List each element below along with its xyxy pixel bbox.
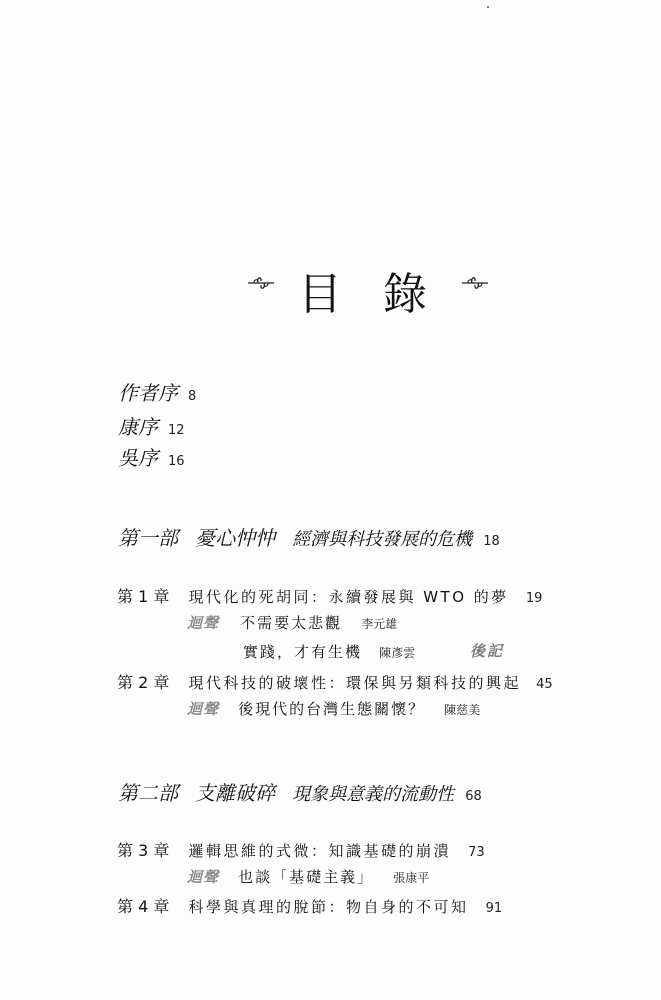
part-subtitle: 現象與意義的流動性	[292, 784, 455, 805]
chapter-entry	[117, 838, 485, 861]
chapter-entry	[117, 670, 553, 693]
part-heading	[118, 777, 482, 806]
response-title: 不需要太悲觀	[240, 614, 343, 632]
right-ornament-icon	[460, 272, 490, 294]
chapter-title: 現代化的死胡同：永續發展與 WTO 的夢	[188, 588, 509, 606]
echo-label: 迴聲	[187, 700, 220, 718]
preface-label: 作者序	[118, 381, 178, 405]
chapter-page: 19	[525, 591, 543, 606]
chapter-page: 45	[536, 677, 553, 692]
preface-page: 16	[168, 454, 185, 469]
response-entry	[187, 612, 397, 633]
preface-page: 8	[188, 389, 197, 404]
part-label: 第二部	[118, 781, 178, 805]
response-title: 後現代的台灣生態關懷？	[238, 700, 426, 718]
left-ornament-icon	[246, 272, 276, 294]
response-entry	[243, 641, 415, 662]
chapter-page: 91	[485, 901, 503, 916]
response-author: 張康平	[393, 871, 430, 885]
preface-page: 12	[168, 423, 185, 438]
chapter-title: 邏輯思維的式微：知識基礎的崩潰	[188, 842, 451, 860]
echo-label: 迴聲	[187, 868, 220, 886]
part-page: 68	[465, 789, 482, 804]
part-name: 支離破碎	[195, 781, 276, 805]
response-title: 也談「基礎主義」	[238, 868, 375, 886]
response-author: 李元雄	[361, 617, 398, 631]
part-subtitle: 經濟與科技發展的危機	[292, 529, 473, 550]
title-char-2: 錄	[383, 269, 427, 320]
response-entry	[187, 866, 429, 887]
response-entry	[187, 698, 480, 719]
response-author: 陳慈美	[444, 703, 481, 717]
preface-label: 吳序	[118, 446, 158, 470]
toc-title	[0, 250, 661, 320]
preface-entry	[118, 411, 185, 440]
chapter-number: 第 2 章	[117, 673, 170, 692]
afterword-label: 後記	[470, 642, 505, 660]
chapter-page: 73	[468, 845, 485, 860]
chapter-title: 現代科技的破壞性：環保與另類科技的興起	[188, 674, 521, 692]
preface-label: 康序	[118, 415, 158, 439]
part-heading	[118, 522, 500, 551]
response-title: 實踐，才有生機	[243, 643, 363, 661]
echo-label: 迴聲	[187, 614, 220, 632]
preface-entry	[118, 442, 185, 471]
chapter-number: 第 4 章	[117, 897, 170, 916]
part-page: 18	[483, 534, 500, 549]
chapter-title: 科學與真理的脫節：物自身的不可知	[188, 898, 469, 916]
response-author: 陳彥雲	[379, 646, 416, 660]
scan-speck	[487, 6, 489, 8]
preface-entry	[118, 377, 196, 406]
chapter-entry	[117, 894, 502, 917]
chapter-number: 第 3 章	[117, 841, 170, 860]
part-label: 第一部	[118, 526, 178, 550]
chapter-number: 第 1 章	[117, 587, 170, 606]
title-char-1: 目	[298, 269, 342, 320]
part-name: 憂心忡忡	[195, 526, 276, 550]
chapter-entry	[117, 584, 542, 607]
